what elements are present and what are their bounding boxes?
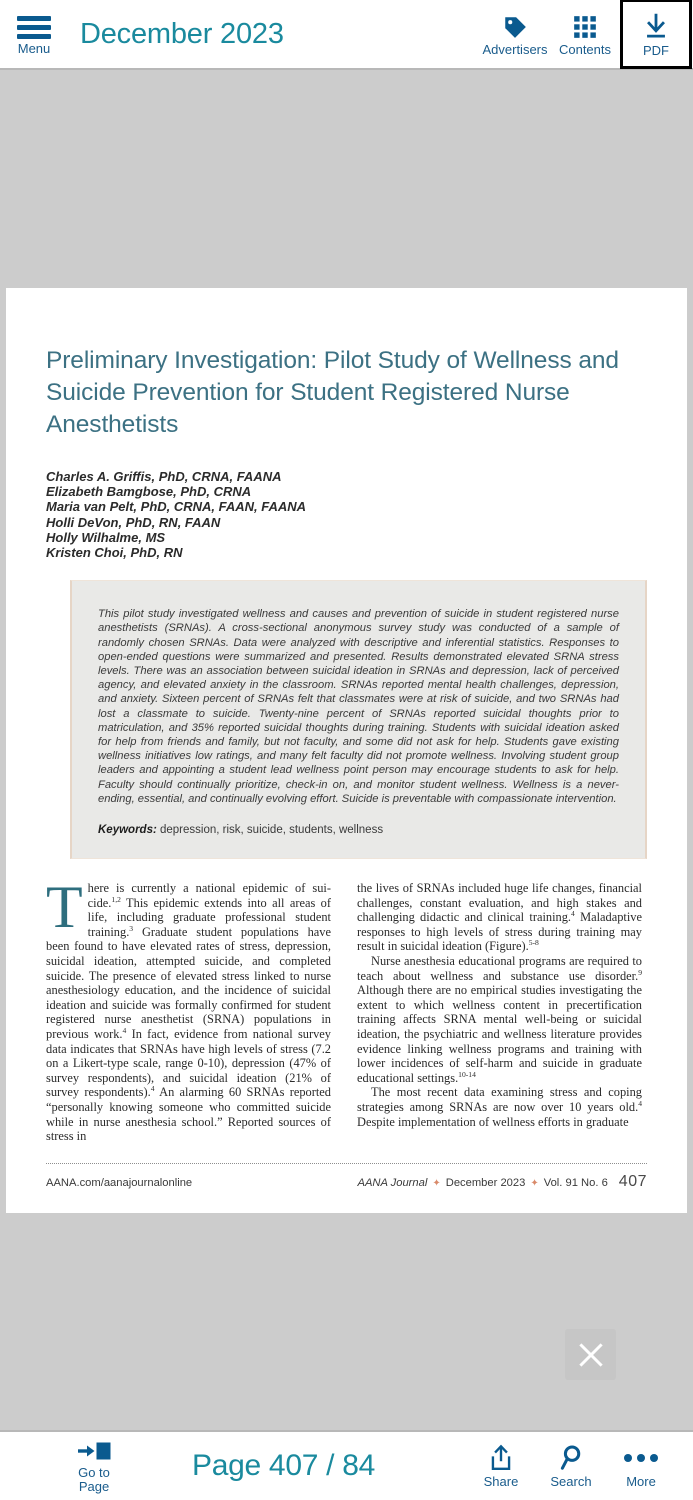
paragraph: [357, 954, 642, 1085]
share-button[interactable]: [467, 1444, 535, 1489]
pdf-label: PDF: [643, 42, 669, 58]
paragraph: [357, 1085, 642, 1129]
text-run: Nurse anesthesia educational programs are required to teach about wellness and substance use disorder.: [357, 954, 642, 983]
footnote-ref[interactable]: 4: [638, 1098, 642, 1108]
author-name: Kristen Choi, PhD, RN: [46, 545, 183, 561]
bottom-toolbar-actions: [467, 1444, 675, 1489]
tag-icon: [502, 14, 528, 40]
close-button[interactable]: [565, 1329, 616, 1380]
author-list: [46, 469, 647, 560]
author-name: Holly Wilhalme, MS: [46, 529, 166, 545]
advertisers-button[interactable]: [480, 0, 550, 69]
author-name: Maria van Pelt, PhD, CRNA, FAAN, FAANA: [46, 499, 307, 515]
bottom-toolbar: [0, 1430, 693, 1500]
top-toolbar-actions: [480, 0, 693, 69]
share-icon: [488, 1444, 514, 1472]
footer-volume: Vol. 91 No. 6: [543, 1177, 608, 1189]
abstract-text: This pilot study investigated wellness and causes and prevention of suicide in student registered nurse anesthetists (SRNAs). A cross-sectional anonymous survey study was conducted of a sample of randomly chosen SRNAs. Data were analyzed with descriptive and inferential statistics. Responses to open-ended questions were summarized and presented. Results demonstrated elevated SRNA stress levels. There was an association between suicidal ideation in SRNAs and depression, lack of perceived agency, and elevated anxiety in the classroom. SRNAs reported mental health challenges, depression, and anxiety. Sixteen percent of SRNAs felt that classmates were at risk of suicide, and two SRNAs had lost a classmate to suicide. Twenty-nine percent of SRNAs reported suicidal thoughts prior to matriculation, and 35% reported suicidal thoughts during training. Students with suicidal ideation asked for help from friends and family, but not faculty, and some did not ask for help. Students gave existing wellness initiatives low ratings, and many felt faculty did not promote wellness. Involving student group leaders and appointing a student lead wellness point person may encourage students to ask for help. Faculty should continually prioritize, check-in on, and monitor student wellness. Wellness is a never-ending, essential, and continually evolving effort. Suicide is preventable with compassionate intervention.: [98, 608, 619, 805]
download-icon: [643, 13, 669, 41]
pdf-viewer-backdrop[interactable]: [0, 72, 693, 1430]
body-column-left: [46, 874, 331, 1144]
text-run: The most recent data examining stress and coping strategies among SRNAs are now over 10 years old.: [357, 1085, 642, 1114]
text-run: the lives of SRNAs included huge life changes, financial challenges, constant evaluation, and high stakes and challenging didactic and clinical training.: [357, 881, 642, 925]
diamond-icon: ✦: [432, 1178, 441, 1189]
page-footer: [46, 1163, 647, 1191]
keywords-label: Keywords:: [98, 824, 157, 837]
more-label: More: [626, 1473, 656, 1489]
text-run: In fact, evidence from national survey data indicates that SRNAs have high levels of stress (7.2 on a Likert-type scale, range 0-10), depression (47% of survey respondents), and suicidal ideation (21% of survey respondents).: [46, 1027, 331, 1100]
author-name: Holli DeVon, PhD, RN, FAAN: [46, 514, 221, 530]
close-icon: [576, 1340, 606, 1370]
goto-page-label-line1: Go to: [78, 1464, 110, 1480]
footnote-ref[interactable]: 5-8: [528, 938, 539, 948]
text-run: Graduate student populations have been found to have elevated rates of stress, depression, suicidal ideation, attempted suicide, and completed suicide. The presence of elevated stress linked to nurse anesthesiology education, and the incidence of suicidal ideation and suicide was formally confirmed for student registered nurse anesthetist (SRNA) populations in previous work.: [46, 924, 331, 1041]
more-button[interactable]: [607, 1444, 675, 1489]
footer-citation: [357, 1173, 647, 1191]
diamond-icon: ✦: [530, 1178, 539, 1189]
text-run: Although there are no empirical studies investigating the extent to which wellness content in precertification training affects SRNA mental well-being or suicidal ideation, the psychiatric and wellness literature provides evidence linking wellness programs and training with lower incidences of self-harm and suicide in graduate educational settings.: [357, 983, 642, 1085]
journal-page[interactable]: [6, 288, 687, 1213]
keywords-line: [98, 824, 619, 836]
paragraph: [357, 881, 642, 954]
contents-label: Contents: [558, 41, 612, 57]
search-icon: [558, 1444, 584, 1472]
text-run: here is currently a national epidemic of sui-cide.: [87, 881, 331, 910]
footer-issue: December 2023: [445, 1177, 526, 1189]
footnote-ref[interactable]: 1,2: [111, 894, 121, 904]
footnote-ref[interactable]: 9: [638, 967, 642, 977]
issue-title: December 2023: [80, 17, 284, 50]
goto-page-label-line2: Page: [78, 1478, 110, 1494]
author-name: Elizabeth Bamgbose, PhD, CRNA: [46, 484, 252, 500]
footer-row: [46, 1173, 647, 1191]
menu-button-label: Menu: [17, 41, 51, 56]
page-indicator[interactable]: Page 407 / 84: [192, 1449, 375, 1482]
hamburger-icon: [17, 16, 51, 39]
footer-website: AANA.com/aanajournalonline: [46, 1177, 193, 1189]
footer-divider: [46, 1163, 647, 1164]
author-name: Charles A. Griffis, PhD, CRNA, FAANA: [46, 469, 282, 484]
body-column-right: [357, 881, 642, 1144]
footnote-ref[interactable]: 3: [129, 923, 134, 933]
contents-button[interactable]: [550, 0, 620, 69]
text-run: Despite implementation of wellness efforts in graduate: [357, 1114, 629, 1129]
article-body: [46, 874, 647, 1144]
text-run: This epidemic extends into all areas of life, including graduate professional student training.: [87, 895, 331, 939]
journal-name: AANA Journal: [357, 1177, 428, 1189]
top-toolbar: [0, 0, 693, 70]
more-icon: [624, 1444, 658, 1472]
share-label: Share: [483, 1473, 519, 1489]
grid-icon: [572, 14, 598, 40]
pdf-button[interactable]: [620, 0, 692, 69]
footer-page-number: 407: [618, 1173, 647, 1190]
abstract-box: [70, 580, 647, 859]
drop-cap: T: [46, 874, 83, 941]
footnote-ref[interactable]: 4: [571, 909, 575, 919]
text-run: An alarming 60 SRNAs reported “personally knowing someone who committed suicide while in nurse anesthesia school.” Reported sources of stress in: [46, 1085, 331, 1144]
footnote-ref[interactable]: 4: [150, 1084, 155, 1094]
footnote-ref[interactable]: 4: [122, 1025, 127, 1035]
menu-button[interactable]: [0, 0, 68, 68]
text-run: Maladaptive responses to high levels of stress during training may result in suicidal ideation (Figure).: [357, 910, 642, 954]
article-title: Preliminary Investigation: Pilot Study of Wellness and Suicide Prevention for Student Registered Nurse Anesthetists: [46, 347, 619, 438]
search-button[interactable]: [537, 1444, 605, 1489]
keywords-value: depression, risk, suicide, students, wellness: [160, 824, 384, 837]
search-label: Search: [550, 1473, 592, 1489]
footnote-ref[interactable]: 10-14: [458, 1069, 476, 1079]
paragraph: [46, 874, 331, 1144]
advertisers-label: Advertisers: [482, 41, 548, 57]
